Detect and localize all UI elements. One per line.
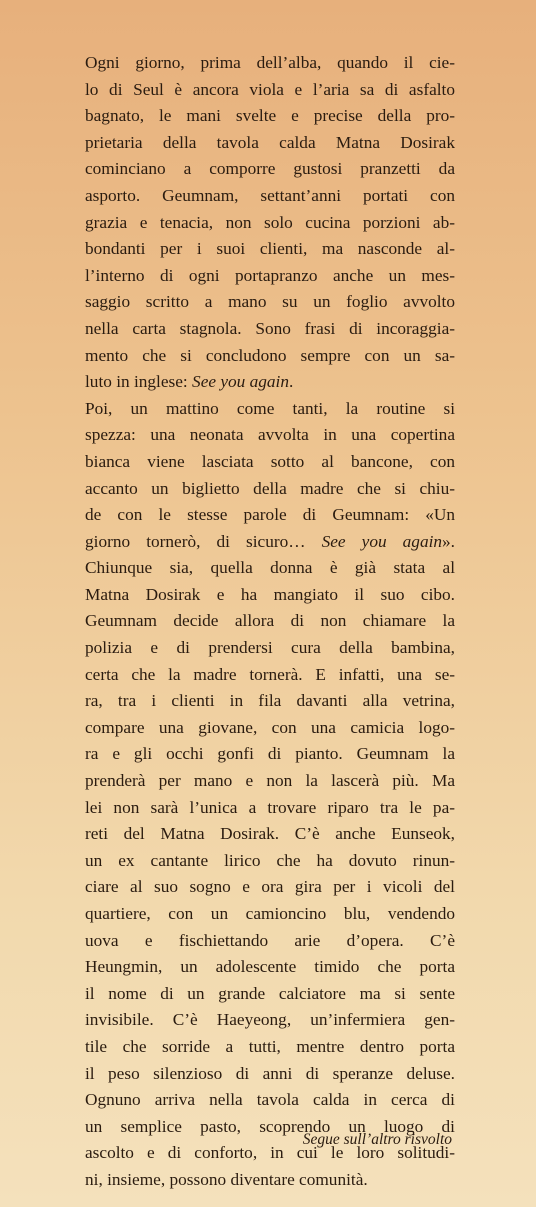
text-line (85, 901, 455, 928)
text-segment: reti del Matna Dosirak. C’è anche Eunseok, (85, 824, 455, 844)
text-segment: compare una giovane, con una camicia logo- (85, 717, 455, 737)
text-line (85, 316, 455, 343)
text-segment: prenderà per mano e non la lascerà più. Ma (85, 771, 455, 791)
text-line (85, 688, 455, 715)
text-line (85, 582, 455, 609)
text-segment: un semplice pasto, scoprendo un luogo di (85, 1116, 455, 1136)
text-line (85, 954, 455, 981)
text-segment: invisibile. C’è Haeyeong, un’infermiera gen- (85, 1010, 455, 1030)
text-line (85, 343, 455, 370)
text-line (85, 130, 455, 157)
text-segment: ra, tra i clienti in fila davanti alla vetrina, (85, 691, 455, 711)
text-segment: spezza: una neonata avvolta in una copertina (85, 425, 455, 445)
text-line (85, 422, 455, 449)
text-line (85, 50, 455, 77)
text-segment: bagnato, le mani svelte e precise della pro- (85, 106, 455, 126)
text-segment: de con le stesse parole di Geumnam: «Un (85, 505, 455, 525)
text-line (85, 103, 455, 130)
text-line (85, 662, 455, 689)
text-segment: il nome di un grande calciatore ma si sente (85, 983, 455, 1003)
text-segment: lo di Seul è ancora viola e l’aria sa di asfalto (85, 79, 455, 99)
text-segment: See you again (192, 372, 289, 392)
text-line (85, 1167, 455, 1194)
text-segment: accanto un biglietto della madre che si chiu- (85, 478, 455, 498)
text-line (85, 210, 455, 237)
text-line (85, 874, 455, 901)
text-line (85, 821, 455, 848)
text-segment: mento che si concludono sempre con un sa- (85, 345, 455, 365)
text-line (85, 1007, 455, 1034)
paragraph (85, 396, 455, 1194)
text-segment: cominciano a comporre gustosi pranzetti da (85, 159, 455, 179)
continue-note: Segue sull’altro risvolto (302, 1131, 452, 1148)
text-line (85, 555, 455, 582)
text-segment: polizia e di prendersi cura della bambina, (85, 638, 455, 658)
text-line (85, 263, 455, 290)
text-segment: luto in inglese: (85, 372, 193, 392)
text-line (85, 1087, 455, 1114)
text-segment: lei non sarà l’unica a trovare riparo tra le pa- (85, 797, 455, 817)
text-segment: Poi, un mattino come tanti, la routine si (85, 398, 455, 418)
text-line (85, 476, 455, 503)
text-line (85, 396, 455, 423)
text-segment: Heungmin, un adolescente timido che porta (85, 957, 455, 977)
text-segment: Geumnam decide allora di non chiamare la (85, 611, 455, 631)
text-line (85, 502, 455, 529)
text-line (85, 77, 455, 104)
text-segment: See you again (321, 531, 443, 551)
text-segment: Matna Dosirak e ha mangiato il suo cibo. (85, 584, 455, 604)
text-segment: bianca viene lasciata sotto al bancone, con (85, 451, 455, 471)
paragraph (85, 50, 455, 396)
text-segment: ra e gli occhi gonfi di pianto. Geumnam la (85, 744, 455, 764)
text-segment: saggio scritto a mano su un foglio avvolto (85, 292, 455, 312)
text-segment: grazia e tenacia, non solo cucina porzioni ab- (85, 212, 455, 232)
text-line (85, 928, 455, 955)
text-segment: bondanti per i suoi clienti, ma nasconde al- (85, 239, 455, 259)
text-line (85, 529, 455, 556)
text-line (85, 289, 455, 316)
text-segment: nella carta stagnola. Sono frasi di incoraggia- (85, 318, 455, 338)
text-line (85, 981, 455, 1008)
text-line (85, 183, 455, 210)
text-line (85, 768, 455, 795)
text-line (85, 369, 455, 396)
text-segment: tile che sorride a tutti, mentre dentro porta (85, 1036, 455, 1056)
text-line (85, 715, 455, 742)
text-segment: il peso silenzioso di anni di speranze deluse. (85, 1063, 455, 1083)
text-segment: prietaria della tavola calda Matna Dosirak (85, 132, 455, 152)
text-segment: giorno tornerò, di sicuro… (85, 531, 322, 551)
text-segment: quartiere, con un camioncino blu, vendendo (85, 904, 455, 923)
text-segment: certa che la madre tornerà. E infatti, una se- (85, 664, 455, 684)
flap-body-text (85, 50, 455, 1194)
text-line (85, 848, 455, 875)
text-segment: Ognuno arriva nella tavola calda in cerca di (85, 1090, 455, 1110)
text-segment: ciare al suo sogno e ora gira per i vicoli del (85, 877, 455, 897)
text-segment: ni, insieme, possono diventare comunità. (85, 1169, 368, 1189)
text-line (85, 741, 455, 768)
text-line (85, 156, 455, 183)
text-segment: ascolto e di conforto, in cui le loro solitudi- (85, 1143, 455, 1163)
text-segment: un ex cantante lirico che ha dovuto rinun- (85, 850, 455, 870)
text-line (85, 608, 455, 635)
text-segment: asporto. Geumnam, settant’anni portati con (85, 185, 455, 205)
text-line (85, 449, 455, 476)
text-line (85, 1061, 455, 1088)
text-segment: Chiunque sia, quella donna è già stata al (85, 558, 455, 578)
text-segment: ». (442, 531, 455, 551)
text-line (85, 635, 455, 662)
text-segment: l’interno di ogni portapranzo anche un mes- (85, 265, 455, 285)
text-line (85, 1034, 455, 1061)
text-line (85, 795, 455, 822)
text-segment: . (288, 372, 294, 392)
text-segment: Ogni giorno, prima dell’alba, quando il cie- (85, 53, 455, 72)
text-segment: uova e fischiettando arie d’opera. C’è (85, 930, 455, 950)
text-line (85, 236, 455, 263)
